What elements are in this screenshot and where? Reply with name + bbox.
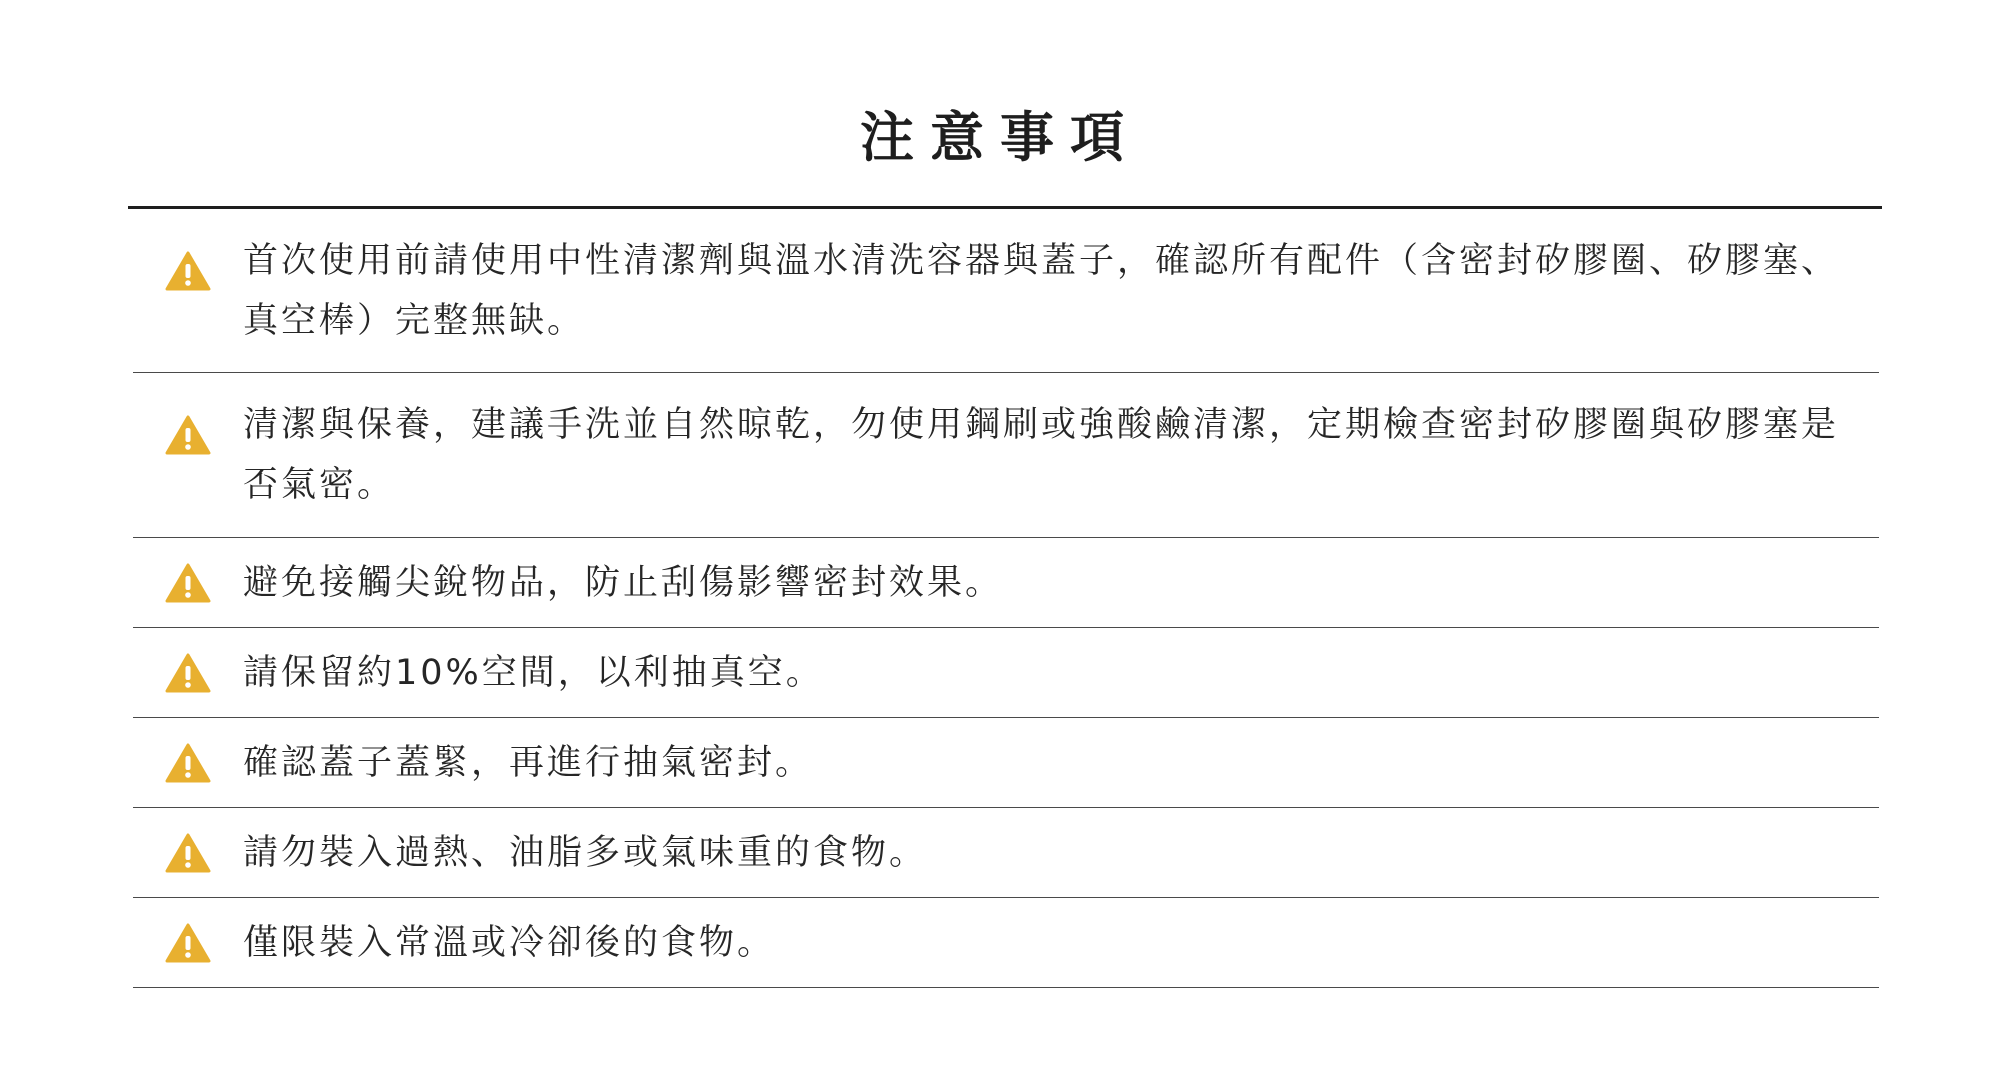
- warning-icon: [133, 923, 243, 963]
- notice-text: 僅限裝入常溫或冷卻後的食物。: [243, 922, 776, 963]
- warning-icon: [133, 743, 243, 783]
- notice-text: 請保留約10%空間，以利抽真空。: [243, 652, 824, 693]
- notice-item: [133, 373, 1879, 538]
- notice-item: [133, 538, 1879, 628]
- notice-text: 請勿裝入過熱、油脂多或氣味重的食物。: [243, 832, 928, 873]
- notice-item: [133, 898, 1879, 988]
- page-title: 注意事項: [860, 106, 1140, 169]
- notice-item: [133, 628, 1879, 718]
- notice-text: 確認蓋子蓋緊，再進行抽氣密封。: [243, 742, 814, 783]
- notice-item: [133, 718, 1879, 808]
- notice-item: [133, 209, 1879, 373]
- notice-text: 清潔與保養，建議手洗並自然晾乾，勿使用鋼刷或強酸鹼清潔，定期檢查密封矽膠圈與矽膠塞是否氣密。: [243, 405, 1840, 505]
- notice-item: [133, 808, 1879, 898]
- notice-list: [133, 209, 1879, 988]
- notice-text: 避免接觸尖銳物品，防止刮傷影響密封效果。: [243, 562, 1004, 603]
- warning-icon: [133, 833, 243, 873]
- warning-icon: [133, 251, 243, 291]
- warning-icon: [133, 415, 243, 455]
- warning-icon: [133, 563, 243, 603]
- notice-text: 首次使用前請使用中性清潔劑與溫水清洗容器與蓋子，確認所有配件（含密封矽膠圈、矽膠塞、真空棒）完整無缺。: [243, 241, 1840, 341]
- warning-icon: [133, 653, 243, 693]
